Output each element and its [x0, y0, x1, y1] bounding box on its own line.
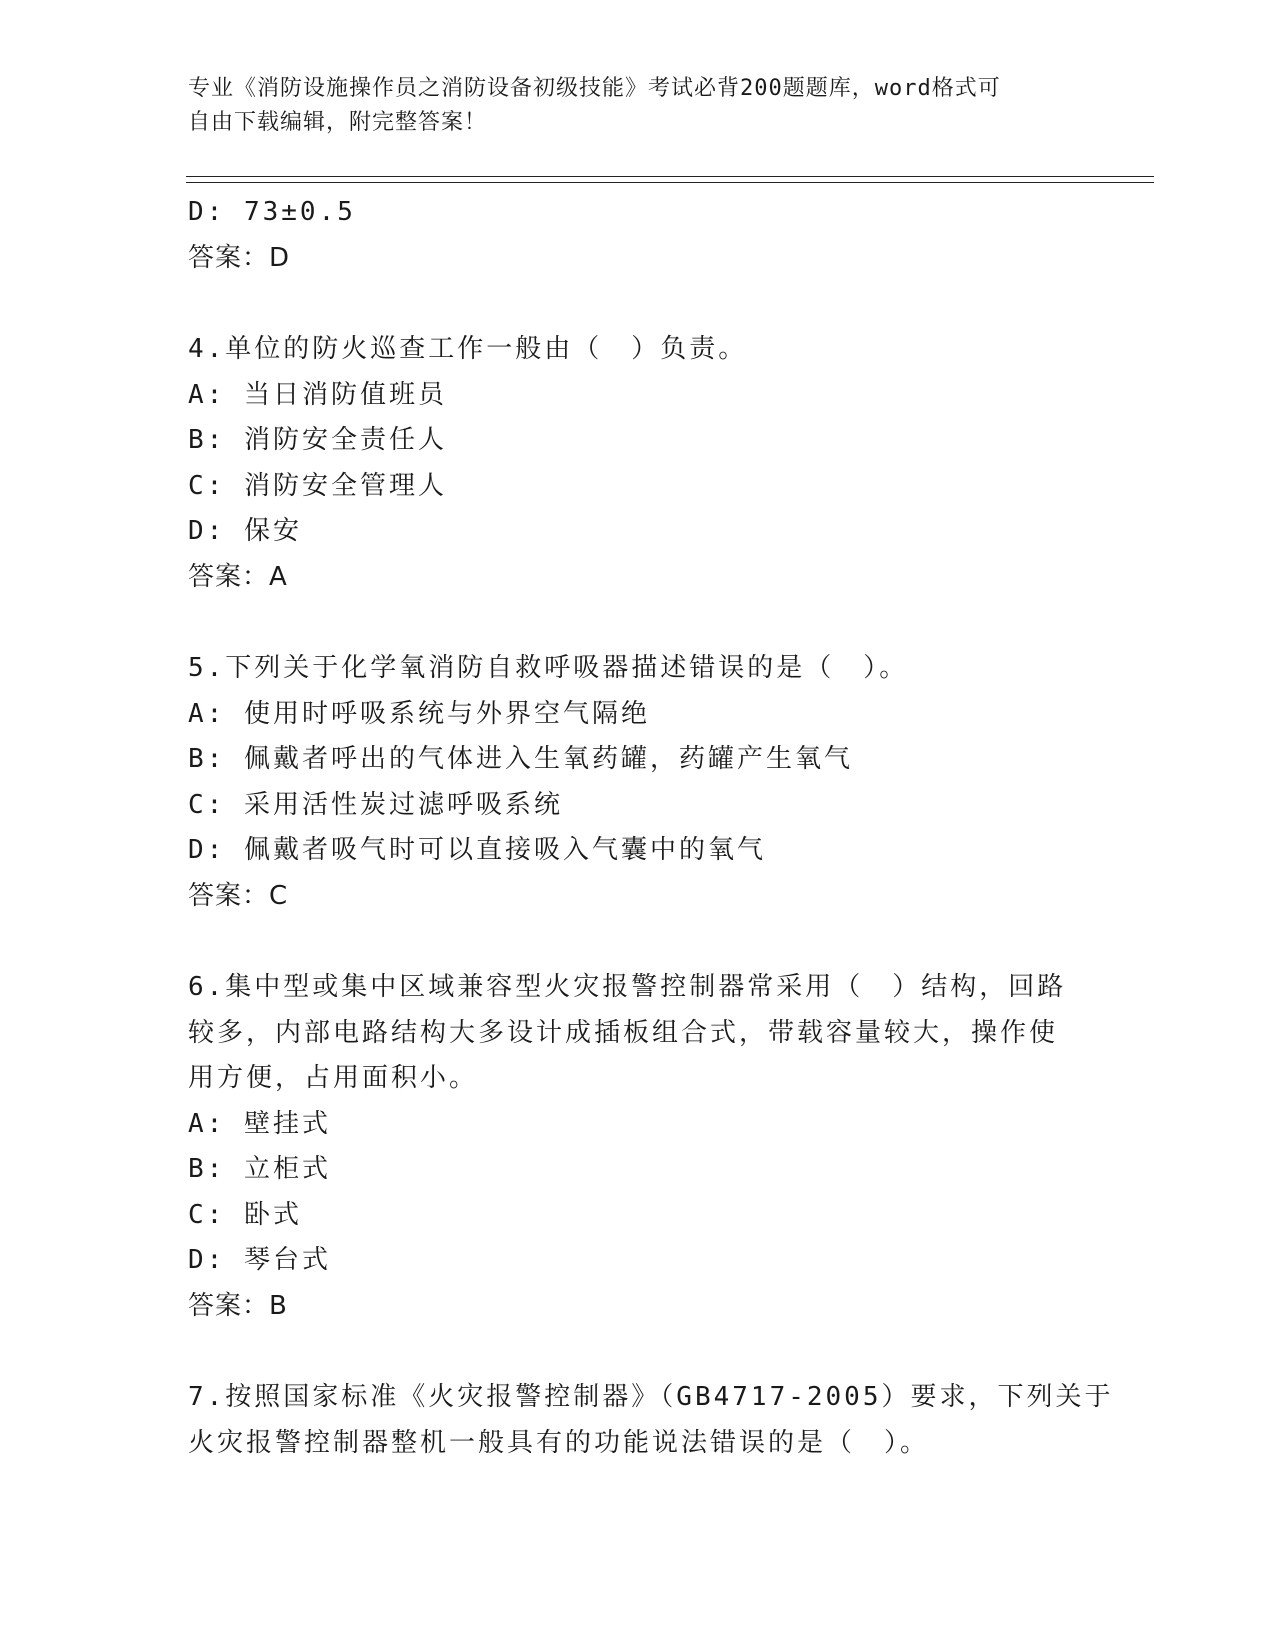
- question-6: [188, 965, 1088, 1329]
- option-b: B: 立柜式: [188, 1154, 331, 1184]
- option-c: C: 消防安全管理人: [188, 470, 447, 501]
- page-header: [188, 72, 1068, 140]
- option-d: D: 保安: [188, 516, 302, 546]
- option-b: B: 消防安全责任人: [188, 425, 447, 455]
- option-d: D: 73±0.5: [188, 197, 356, 227]
- answer-line: 答案：B: [188, 1290, 288, 1321]
- question-7: [188, 1375, 1114, 1466]
- option-a: A: 使用时呼吸系统与外界空气隔绝: [188, 698, 650, 729]
- question-stem: 4.单位的防火巡查工作一般由（ ）负责。: [188, 334, 748, 364]
- option-c: C: 采用活性炭过滤呼吸系统: [188, 789, 563, 820]
- option-a: A: 当日消防值班员: [188, 379, 447, 410]
- answer-line: 答案：D: [188, 242, 291, 273]
- header-line-1: 专业《消防设施操作员之消防设备初级技能》考试必背200题题库，word格式可: [188, 76, 1001, 101]
- question-3-tail: [188, 190, 1088, 281]
- question-5: [188, 646, 1088, 919]
- question-stem-line-2: 火灾报警控制器整机一般具有的功能说法错误的是（ ）。: [188, 1427, 930, 1458]
- option-b: B: 佩戴者呼出的气体进入生氧药罐，药罐产生氧气: [188, 744, 853, 774]
- option-d: D: 琴台式: [188, 1245, 331, 1275]
- answer-line: 答案：A: [188, 561, 288, 592]
- question-stem-line-1: 6.集中型或集中区域兼容型火灾报警控制器常采用（ ）结构，回路: [188, 972, 1067, 1002]
- document-body: [188, 190, 1114, 1466]
- answer-line: 答案：C: [188, 880, 289, 911]
- header-line-2: 自由下载编辑，附完整答案！: [188, 110, 488, 135]
- question-stem-line-2: 较多，内部电路结构大多设计成插板组合式，带载容量较大，操作使: [188, 1017, 1059, 1048]
- header-divider: [186, 176, 1154, 183]
- option-c: C: 卧式: [188, 1199, 302, 1230]
- option-a: A: 壁挂式: [188, 1108, 331, 1139]
- question-stem-line-3: 用方便，占用面积小。: [188, 1063, 479, 1093]
- question-stem-line-1: 7.按照国家标准《火灾报警控制器》（GB4717-2005）要求，下列关于: [188, 1382, 1114, 1412]
- question-4: [188, 327, 1088, 600]
- question-stem: 5.下列关于化学氧消防自救呼吸器描述错误的是（ ）。: [188, 653, 909, 683]
- option-d: D: 佩戴者吸气时可以直接吸入气囊中的氧气: [188, 835, 766, 865]
